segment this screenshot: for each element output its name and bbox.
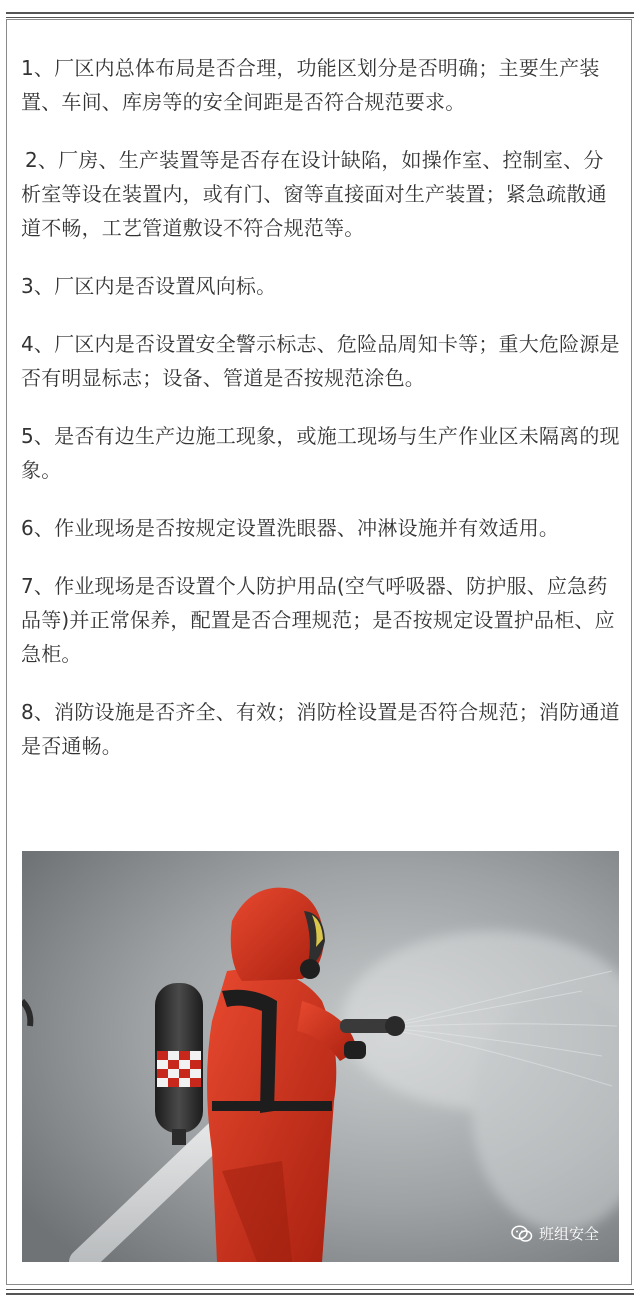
wechat-icon [511, 1225, 533, 1243]
paragraph-5: 5、是否有边生产边施工现象，或施工现场与生产作业区未隔离的现象。 [21, 424, 620, 482]
firefighter-photo [22, 851, 619, 1262]
paragraph-6: 6、作业现场是否按规定设置洗眼器、冲淋设施并有效适用。 [21, 516, 560, 540]
paragraph-1: 1、厂区内总体布局是否合理，功能区划分是否明确；主要生产装置、车间、库房等的安全间距是否符合规范要求。 [21, 56, 600, 114]
paragraph-7: 7、作业现场是否设置个人防护用品(空气呼吸器、防护服、应急药品等)并正常保养，配置是否合理规范；是否按规定设置护品柜、应急柜。 [21, 574, 615, 666]
paragraph-2: 2、厂房、生产装置等是否存在设计缺陷，如操作室、控制室、分析室等设在装置内，或有门、窗等直接面对生产装置；紧急疏散通道不畅，工艺管道敷设不符合规范等。 [21, 148, 607, 240]
firefighter-illustration [22, 851, 619, 1262]
article-content [21, 51, 621, 787]
paragraph-3: 3、厂区内是否设置风向标。 [21, 274, 277, 298]
paragraph-4: 4、厂区内是否设置安全警示标志、危险品周知卡等；重大危险源是否有明显标志；设备、管道是否按规范涂色。 [21, 332, 620, 390]
bottom-border [6, 1289, 634, 1295]
watermark-text: 班组安全 [538, 1225, 599, 1243]
top-border [6, 12, 634, 18]
paragraph-8: 8、消防设施是否齐全、有效；消防栓设置是否符合规范；消防通道是否通畅。 [21, 700, 620, 758]
watermark [511, 1223, 599, 1244]
